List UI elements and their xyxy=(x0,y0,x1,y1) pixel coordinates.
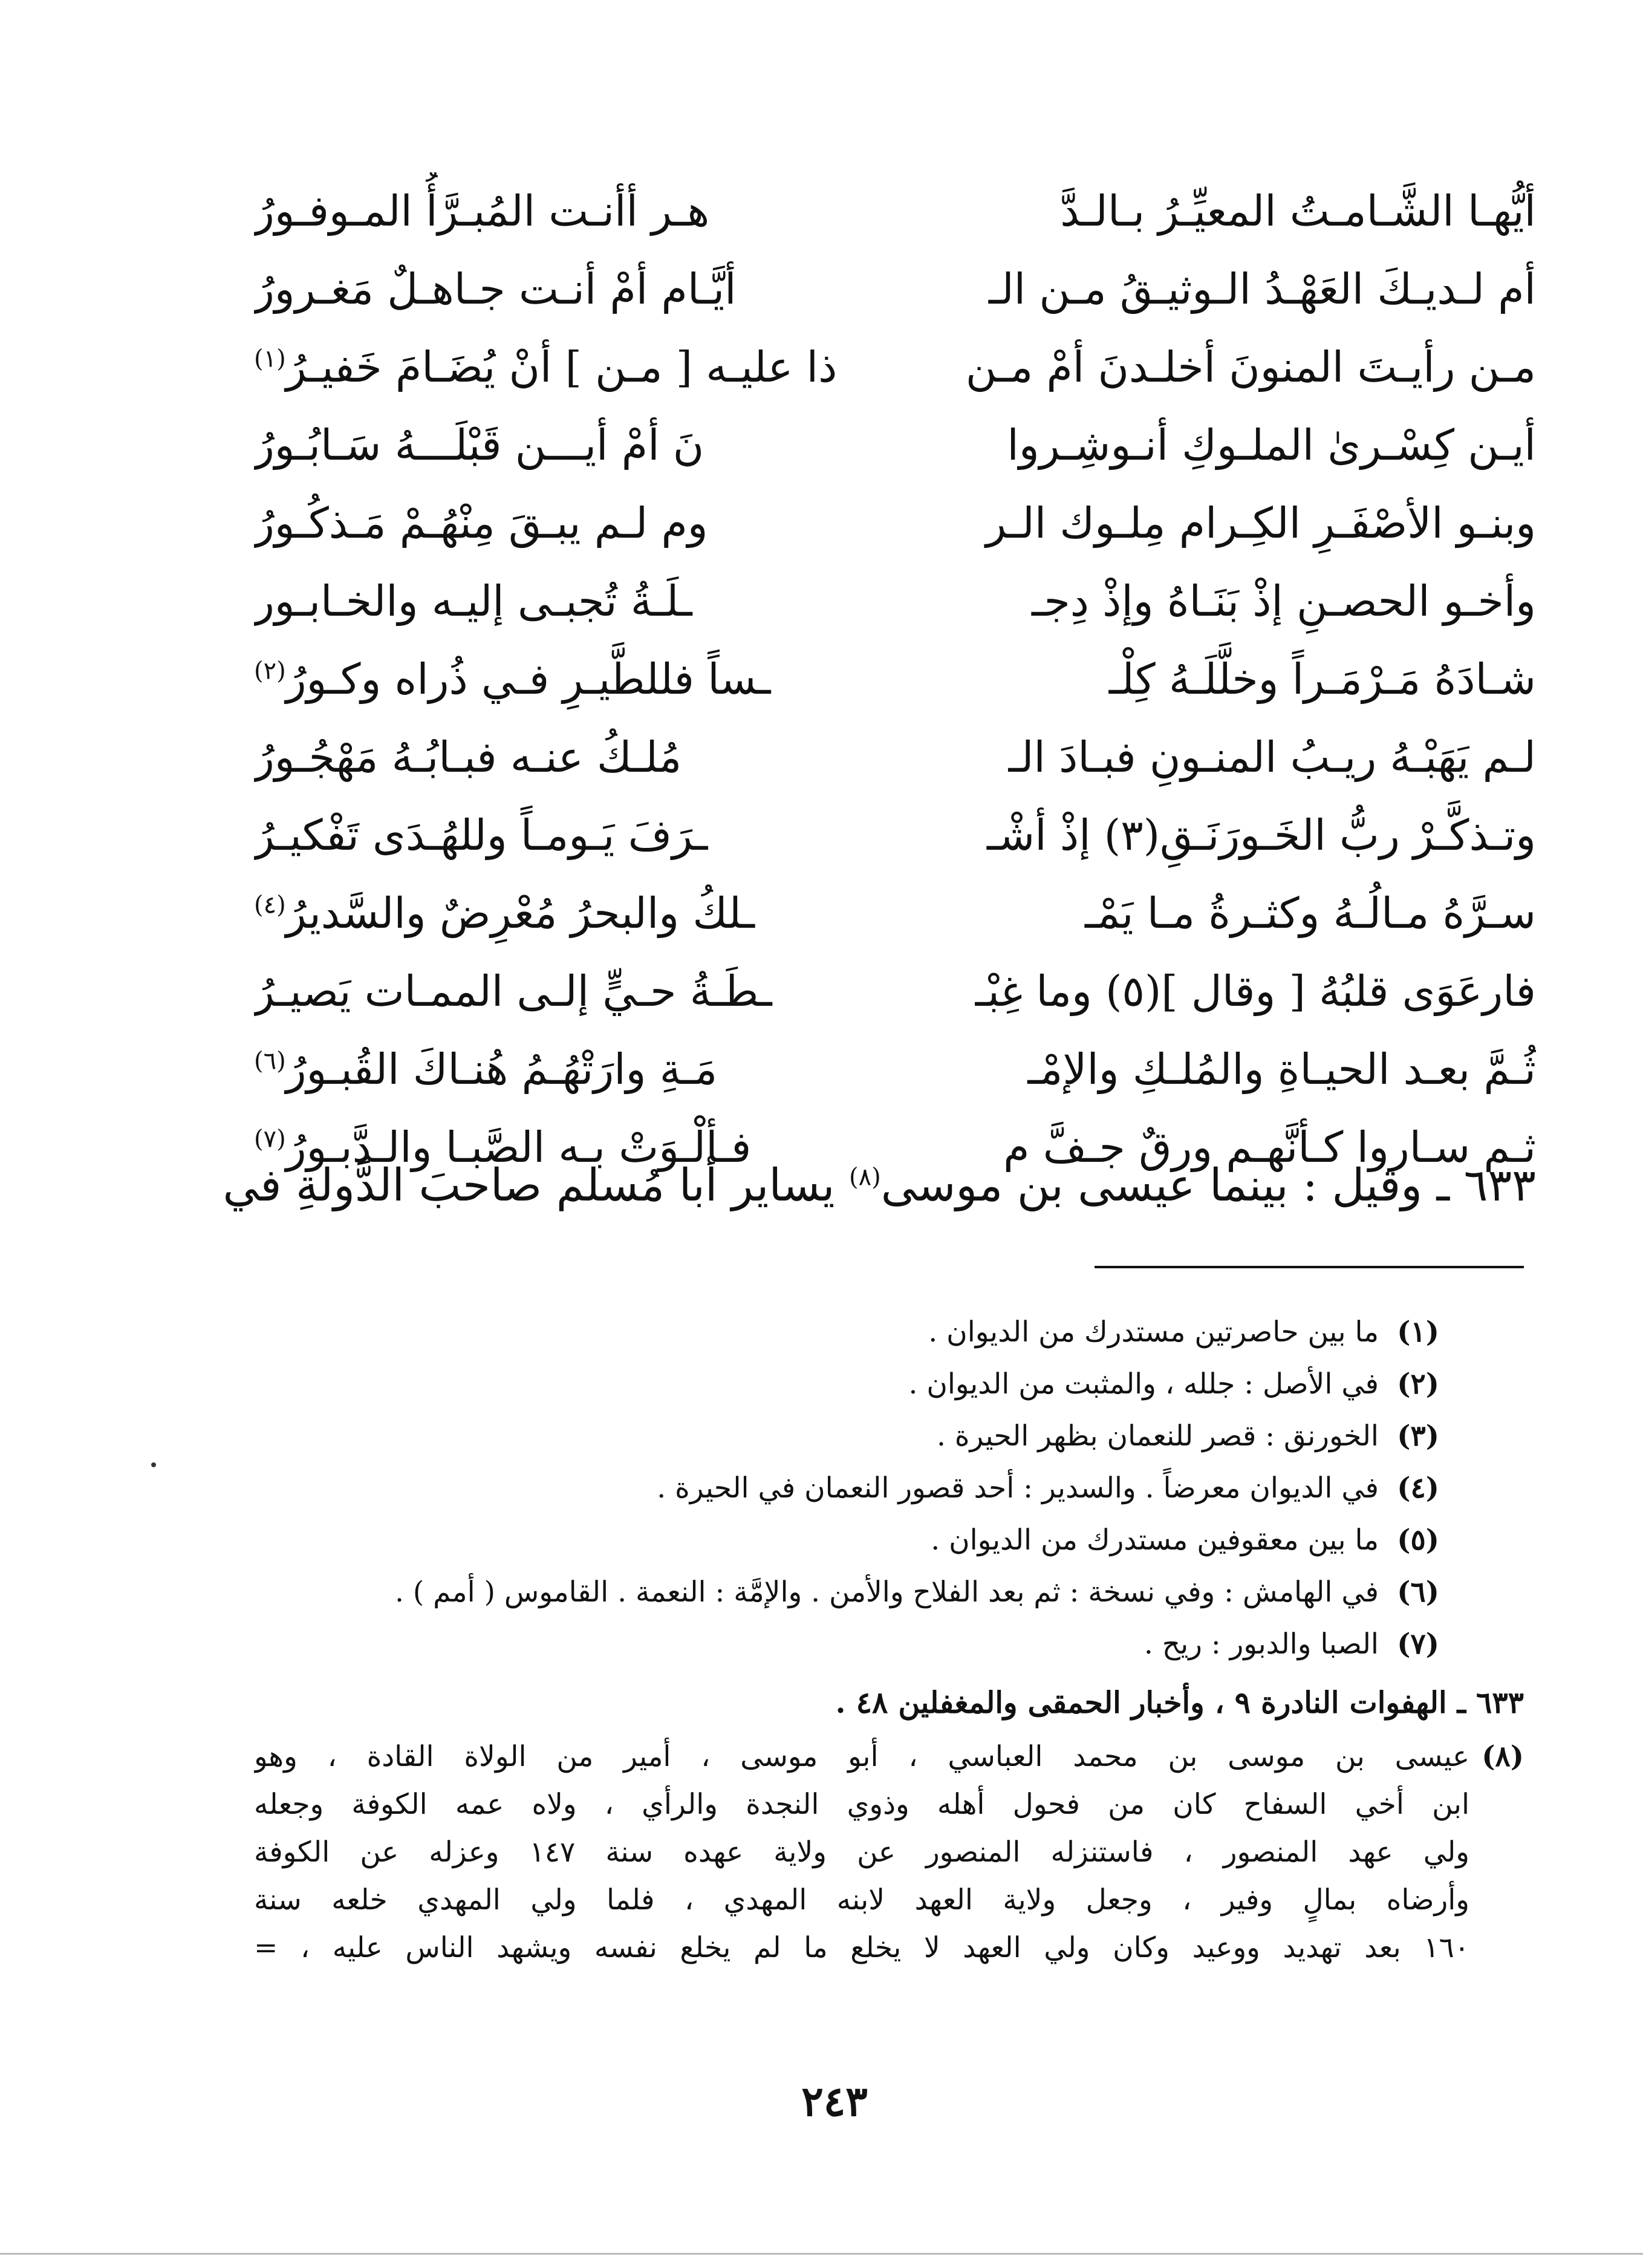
paragraph-text-after: يساير أبا مُسلم صاحبَ الدَّولةِ في xyxy=(223,1159,835,1211)
page-number: ٢٤٣ xyxy=(801,2077,868,2126)
verse-first-hemistich: وتـذكَّـرْ ربُّ الخَـورَنَـقِ(٣) إذْ أشْـ xyxy=(987,810,1536,860)
verse-second-hemistich-text: ـلكُ والبحرُ مُعْرِضٌ والسَّديرُ xyxy=(285,888,755,938)
verse-second-hemistich-text: وم لـم يبـقَ مِنْهُـمْ مَـذكُـورُ xyxy=(254,498,708,548)
verse-second-hemistich-text: هـر أأنـت المُبـرَّأُ المـوفـورُ xyxy=(254,186,710,236)
verse-second-hemistich xyxy=(254,484,865,562)
verse-second-hemistich-text: نَ أمْ أيـــن قَبْلَـــهُ سَـابُـورُ xyxy=(254,420,704,470)
footnote-number: (٦) xyxy=(1397,1576,1439,1609)
verse-first-hemistich: ثـم سـاروا كـأنَّهـم ورقٌ جـفَّ م xyxy=(1003,1123,1536,1172)
verse-second-hemistich-text: ـطَـةُ حـيٍّ إلـى الممـات يَصيـرُ xyxy=(254,966,772,1016)
verse-second-hemistich-text: أيَّـام أمْ أنـت جـاهـلٌ مَغـرورُ xyxy=(254,264,737,314)
verse-second-hemistich xyxy=(254,172,865,250)
long-footnote-line: وأرضاه بمالٍ وفير ، وجعل ولاية العهد لابنه المهدي ، فلما ولي المهدي خلعه سنة xyxy=(254,1883,1469,1917)
verse-first-hemistich: ثُـمَّ بعـد الحيـاةِ والمُلـكِ والإمْـ xyxy=(1027,1044,1536,1094)
verse-second-hemistich xyxy=(254,953,865,1031)
footnote-text: في الديوان معرضاً . والسدير : أحد قصور النعمان في الحيرة . xyxy=(657,1471,1379,1505)
footnote-reference: (٤) xyxy=(254,891,286,919)
verse-second-hemistich xyxy=(254,875,865,953)
verse xyxy=(254,250,1536,328)
footnotes-list xyxy=(230,1306,1439,1670)
entry-number: ٦٣٣ xyxy=(1463,1159,1536,1211)
verse-second-hemistich-text: مَـةِ وارَتْهُـمُ هُنـاكَ القُبـورُ xyxy=(285,1044,718,1094)
footnote-text: في الهامش : وفي نسخة : ثم بعد الفلاح والأمن . والإمَّة : النعمة . القاموس ( أمم ) . xyxy=(394,1576,1379,1609)
footnote-item xyxy=(230,1566,1439,1618)
long-footnote-line: ولي عهد المنصور ، فاستنزله المنصور عن ولاية عهده سنة ١٤٧ وعزله عن الكوفة xyxy=(254,1836,1469,1869)
footnote-item xyxy=(230,1410,1439,1462)
footnote-item xyxy=(230,1306,1439,1358)
verse-second-hemistich-text: فـألْـوَتْ بـه الصَّبـا والـدَّبـورُ xyxy=(285,1123,752,1172)
verse xyxy=(254,484,1536,562)
verse-first-hemistich: أم لـديـكَ العَهْـدُ الـوثيـقُ مـن الـ xyxy=(988,264,1536,314)
footnote-reference: (٧) xyxy=(254,1125,286,1153)
verse-first-hemistich: وبنـو الأصْفَـرِ الكِـرام مِلـوك الـر xyxy=(986,498,1536,548)
verse-second-hemistich-text: ـلَـةُ تُجبـى إليـه والخـابـور xyxy=(254,576,692,626)
long-footnote xyxy=(254,1733,1524,1972)
scan-speck xyxy=(151,1462,156,1467)
verse xyxy=(254,953,1536,1031)
footnote-item xyxy=(230,1514,1439,1566)
verse xyxy=(254,640,1536,719)
verse-first-hemistich: وأخـو الحصـنِ إذْ بَنَـاهُ وإذْ دِجـ xyxy=(1031,576,1536,626)
verse-first-hemistich: فارعَوَى قلبُهُ [ وقال ](٥) وما غِبْـ xyxy=(975,966,1536,1016)
footnote-number: (٥) xyxy=(1397,1523,1439,1557)
long-footnote-line: عيسى بن موسى بن محمد العباسي ، أبو موسى ، أمير من الولاة القادة ، وهو xyxy=(254,1740,1469,1773)
verse-second-hemistich-text: ذا عليـه [ مـن ] أنْ يُضَـامَ خَفيـرُ xyxy=(285,342,838,392)
footnote-item xyxy=(230,1358,1439,1410)
footnote-text: في الأصل : جلله ، والمثبت من الديوان . xyxy=(908,1367,1379,1401)
footnote-number: (٣) xyxy=(1397,1419,1439,1453)
footnote-text: الصبا والدبور : ريح . xyxy=(1144,1628,1379,1661)
footnote-number: (٢) xyxy=(1397,1367,1439,1401)
footnote-text: ما بين حاصرتين مستدرك من الديوان . xyxy=(928,1315,1379,1349)
footnote-divider xyxy=(1095,1266,1524,1268)
long-footnote-line: ١٦٠ بعد تهديد ووعيد وكان ولي العهد لا يخلع ما لم يخلع نفسه ويشهد الناس عليه ، = xyxy=(254,1931,1469,1964)
verse-first-hemistich: مـن رأيـتَ المنونَ أخلـدنَ أمْ مـن xyxy=(965,342,1536,392)
verse-second-hemistich xyxy=(254,719,865,797)
footnote-reference: (١) xyxy=(254,345,286,373)
footnote-reference: (٨) xyxy=(849,1163,881,1191)
long-footnote-line: ابن أخي السفاح كان من فحول أهله وذوي النجدة والرأي ، ولاه عمه الكوفة وجعله xyxy=(254,1788,1469,1821)
footnote-text: الخورنق : قصر للنعمان بظهر الحيرة . xyxy=(937,1419,1379,1453)
verse-first-hemistich: أيُّهـا الشَّـامـتُ المعيِّـرُ بـالـدَّ xyxy=(1060,186,1536,236)
verse xyxy=(254,172,1536,250)
verse-second-hemistich-text: ـرَفَ يَـومـاً وللهُـدَى تَفْكيـرُ xyxy=(254,810,708,860)
verse-first-hemistich: لـم يَهَبْـهُ ريـبُ المنـونِ فبـادَ الـ xyxy=(1008,732,1536,782)
verse xyxy=(254,875,1536,953)
verse xyxy=(254,328,1536,406)
verse-second-hemistich xyxy=(254,328,865,406)
footnote-number: (٨) xyxy=(1482,1740,1524,1773)
verse-second-hemistich xyxy=(254,406,865,484)
source-line: ٦٣٣ ـ الهفوات النادرة ٩ ، وأخبار الحمقى والمغفلين ٤٨ . xyxy=(835,1685,1524,1720)
poem-block xyxy=(254,172,1536,1187)
footnote-reference: (٢) xyxy=(254,657,286,685)
footnote-number: (٧) xyxy=(1397,1628,1439,1661)
footnote-item xyxy=(230,1618,1439,1670)
prose-paragraph xyxy=(223,1149,1536,1222)
verse-second-hemistich-text: مُلـكُ عنـه فبـابُـهُ مَهْجُـورُ xyxy=(254,732,682,782)
footnote-item xyxy=(230,1462,1439,1514)
verse xyxy=(254,1031,1536,1109)
footnote-number: (٤) xyxy=(1397,1471,1439,1505)
footnote-reference: (٦) xyxy=(254,1047,286,1075)
verse-second-hemistich xyxy=(254,250,865,328)
verse-first-hemistich: سـرَّهُ مـالُـهُ وكثـرةُ مـا يَمْـ xyxy=(1084,888,1536,938)
footnote-text: ما بين معقوفين مستدرك من الديوان . xyxy=(931,1523,1379,1557)
footnote-number: (١) xyxy=(1397,1315,1439,1349)
verse xyxy=(254,719,1536,797)
verse-second-hemistich xyxy=(254,1031,865,1109)
verse xyxy=(254,562,1536,640)
verse-second-hemistich xyxy=(254,797,865,875)
verse xyxy=(254,797,1536,875)
verse-first-hemistich: شـادَهُ مَـرْمَـراً وخلَّلَـهُ كِلْـ xyxy=(1108,654,1536,704)
verse-second-hemistich xyxy=(254,562,865,640)
verse-second-hemistich xyxy=(254,640,865,719)
verse xyxy=(254,406,1536,484)
paragraph-text-before: ـ وقيل : بينما عيسى بن موسى xyxy=(880,1159,1450,1211)
scan-edge xyxy=(0,2253,1643,2255)
verse-first-hemistich: أيـن كِسْـرىٰ الملـوكِ أنـوشِـروا xyxy=(1007,420,1536,470)
verse-second-hemistich-text: ـساً فللطَّيـرِ فـي ذُراه وكـورُ xyxy=(285,654,771,704)
